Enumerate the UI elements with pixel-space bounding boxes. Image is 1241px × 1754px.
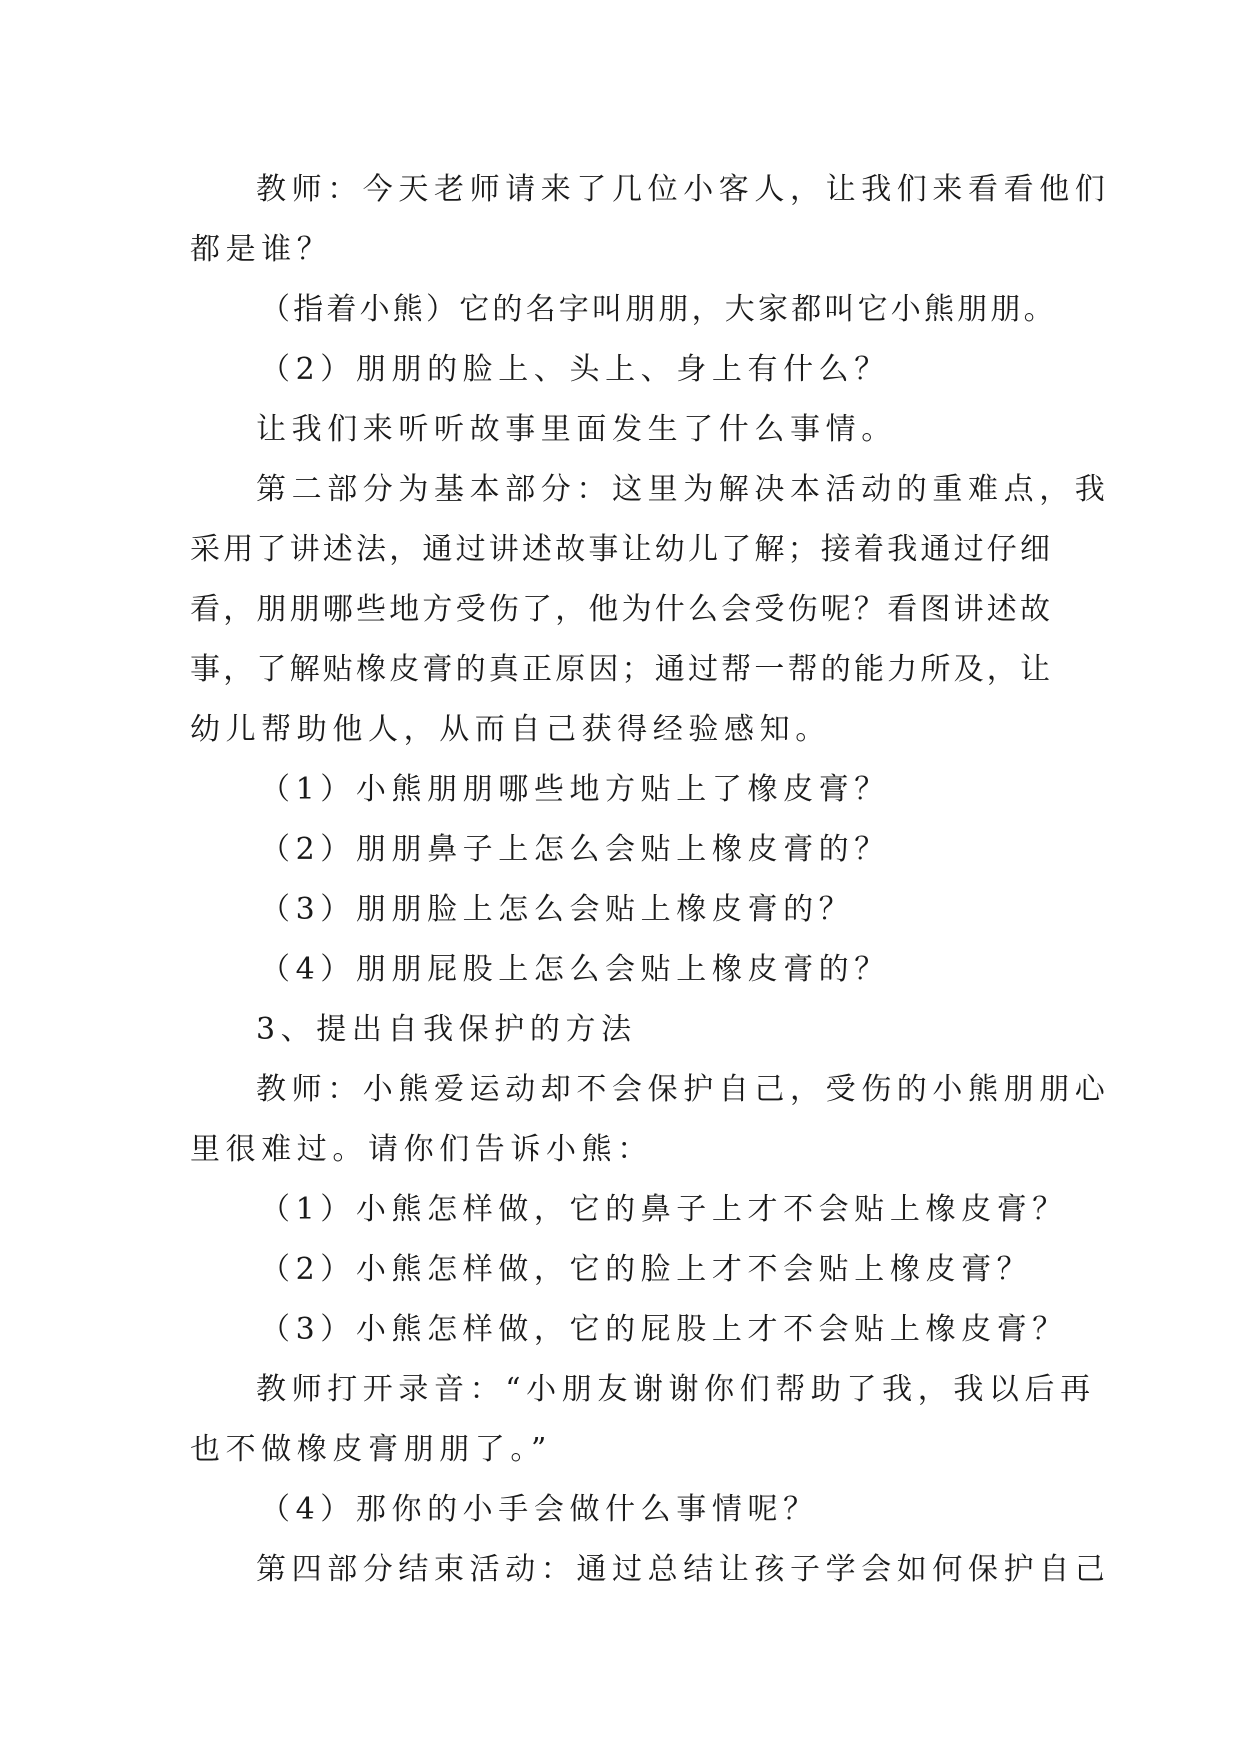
paragraph-line: 第四部分结束活动：通过总结让孩子学会如何保护自己	[256, 1552, 1111, 1587]
paragraph-line: 教师打开录音：“小朋友谢谢你们帮助了我，我以后再	[256, 1372, 1096, 1407]
paragraph-line: 事，了解贴橡皮膏的真正原因；通过帮一帮的能力所及，让	[190, 652, 1054, 687]
question-line: （1）小熊怎样做，它的鼻子上才不会贴上橡皮膏？	[260, 1192, 1068, 1227]
question-line: （2）朋朋的脸上、头上、身上有什么？	[260, 352, 890, 387]
paragraph-line: （指着小熊）它的名字叫朋朋，大家都叫它小熊朋朋。	[260, 292, 1057, 327]
paragraph-line: 里很难过。请你们告诉小熊：	[190, 1132, 653, 1167]
question-line: （2）小熊怎样做，它的脸上才不会贴上橡皮膏？	[260, 1252, 1033, 1287]
question-line: （3）小熊怎样做，它的屁股上才不会贴上橡皮膏？	[260, 1312, 1068, 1347]
paragraph-line: 让我们来听听故事里面发生了什么事情。	[256, 412, 897, 447]
question-line: （4）朋朋屁股上怎么会贴上橡皮膏的？	[260, 952, 890, 987]
paragraph-line: 采用了讲述法，通过讲述故事让幼儿了解；接着我通过仔细	[190, 532, 1054, 567]
paragraph-line: 看，朋朋哪些地方受伤了，他为什么会受伤呢？看图讲述故	[190, 592, 1054, 627]
paragraph-line: 也不做橡皮膏朋朋了。”	[190, 1432, 552, 1467]
paragraph-line: 第二部分为基本部分：这里为解决本活动的重难点，我	[256, 472, 1111, 507]
question-line: （2）朋朋鼻子上怎么会贴上橡皮膏的？	[260, 832, 890, 867]
question-line: （3）朋朋脸上怎么会贴上橡皮膏的？	[260, 892, 855, 927]
paragraph-line: 都是谁？	[190, 232, 333, 267]
question-line: （4）那你的小手会做什么事情呢？	[260, 1492, 819, 1527]
paragraph-line: 幼儿帮助他人，从而自己获得经验感知。	[190, 712, 831, 747]
section-heading: 3、提出自我保护的方法	[256, 1012, 637, 1047]
document-body	[190, 160, 1111, 1600]
paragraph-line: 教师：小熊爱运动却不会保护自己，受伤的小熊朋朋心	[256, 1072, 1111, 1107]
question-line: （1）小熊朋朋哪些地方贴上了橡皮膏？	[260, 772, 890, 807]
paragraph-line: 教师：今天老师请来了几位小客人，让我们来看看他们	[256, 172, 1111, 207]
